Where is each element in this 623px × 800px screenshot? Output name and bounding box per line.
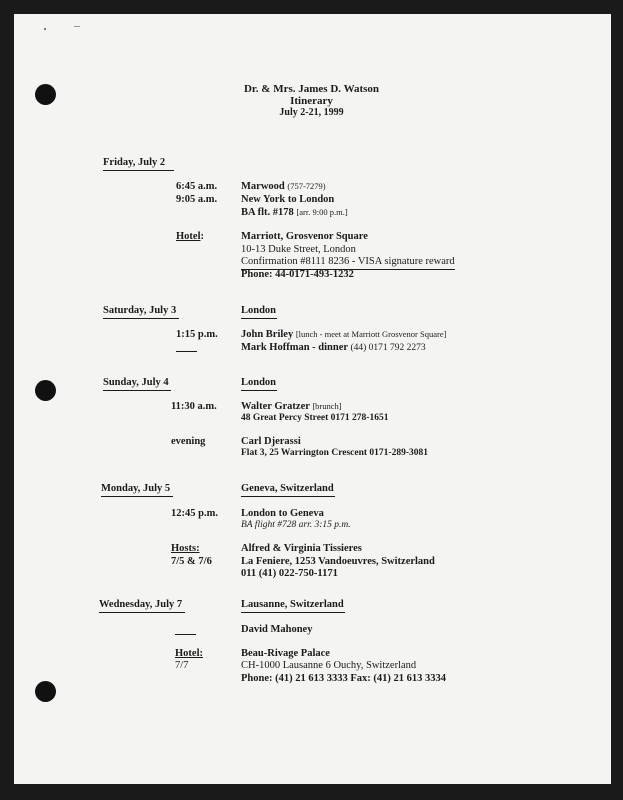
hotel-date: 7/7 — [175, 660, 189, 671]
day-heading-saturday: Saturday, July 3 — [103, 304, 179, 319]
day-heading-wednesday: Wednesday, July 7 — [99, 598, 185, 613]
hosts-address: La Feniere, 1253 Vandoeuvres, Switzerland — [241, 556, 435, 567]
entry-title: John Briley — [241, 329, 294, 340]
entry-flight-geneva: London to Geneva — [241, 508, 324, 519]
day-heading-sunday: Sunday, July 4 — [103, 376, 171, 391]
time-label: 11:30 a.m. — [171, 401, 217, 412]
place-heading: Lausanne, Switzerland — [241, 598, 345, 613]
entry-djerassi: Carl Djerassi — [241, 436, 301, 447]
time-label: 9:05 a.m. — [176, 194, 218, 205]
blank-time-line — [175, 634, 196, 635]
hotel-address: 10-13 Duke Street, London — [241, 244, 356, 255]
time-label: 12:45 p.m. — [171, 508, 218, 519]
day-heading-monday: Monday, July 5 — [101, 482, 173, 497]
blank-time-line — [176, 351, 197, 352]
header-dates: July 2-21, 1999 — [279, 107, 344, 118]
entry-title: Mark Hoffman - dinner — [241, 342, 348, 353]
place-heading: London — [241, 304, 277, 319]
hotel-phone: Phone: (41) 21 613 3333 Fax: (41) 21 613 3334 — [241, 673, 447, 684]
entry-detail: Flat 3, 25 Warrington Crescent 0171-289-3081 — [241, 448, 428, 458]
entry-marwood — [241, 180, 326, 193]
entry-note: [brunch] — [312, 401, 342, 411]
entry-note: (44) 0171 792 2273 — [350, 343, 426, 353]
entry-hoffman — [241, 341, 426, 355]
hotel-address: CH-1000 Lausanne 6 Ouchy, Switzerland — [241, 660, 417, 671]
scan-speck — [44, 28, 46, 30]
hotel-label — [176, 230, 204, 243]
hotel-name: Marriott, Grosvenor Square — [241, 231, 368, 242]
place-heading: London — [241, 376, 277, 391]
entry-note: [lunch - meet at Marriott Grosvenor Square] — [295, 329, 447, 339]
hosts-label: Hosts: — [171, 543, 200, 554]
entry-title: Marwood — [241, 181, 285, 192]
hosts-names: Alfred & Virginia Tissieres — [241, 543, 362, 554]
entry-note: (757-7279) — [287, 181, 326, 191]
scan-speck — [74, 26, 80, 27]
hotel-phone: Phone: 44-0171-493-1232 — [241, 269, 354, 280]
hotel-confirmation: Confirmation #8111 8236 - VISA signature reward — [241, 255, 455, 270]
hotel-label-colon: : — [200, 231, 204, 242]
hotel-label: Hotel: — [175, 648, 203, 659]
entry-detail: 48 Great Percy Street 0171 278-1651 — [241, 413, 389, 423]
binder-hole — [35, 681, 56, 702]
time-label: 1:15 p.m. — [176, 329, 218, 340]
time-label: 6:45 a.m. — [176, 181, 218, 192]
entry-mahoney: David Mahoney — [241, 624, 313, 635]
binder-hole — [35, 380, 56, 401]
hosts-dates: 7/5 & 7/6 — [171, 556, 212, 567]
entry-route: New York to London — [241, 194, 335, 205]
entry-note: [arr. 9:00 p.m.] — [296, 207, 348, 217]
place-heading: Geneva, Switzerland — [241, 482, 335, 497]
entry-flight — [241, 206, 348, 219]
hotel-name: Beau-Rivage Palace — [241, 648, 330, 659]
hosts-phone: 011 (41) 022-750-1171 — [241, 568, 338, 579]
entry-title: BA flt. #178 — [241, 207, 294, 218]
header-title: Itinerary — [290, 95, 333, 107]
entry-briley — [241, 328, 446, 341]
entry-title: Walter Gratzer — [241, 401, 310, 412]
time-label: evening — [171, 436, 206, 447]
hotel-label-text: Hotel — [176, 231, 201, 242]
header-name: Dr. & Mrs. James D. Watson — [243, 83, 380, 95]
entry-detail: BA flight #728 arr. 3:15 p.m. — [241, 520, 351, 530]
day-heading-friday: Friday, July 2 — [103, 156, 174, 171]
